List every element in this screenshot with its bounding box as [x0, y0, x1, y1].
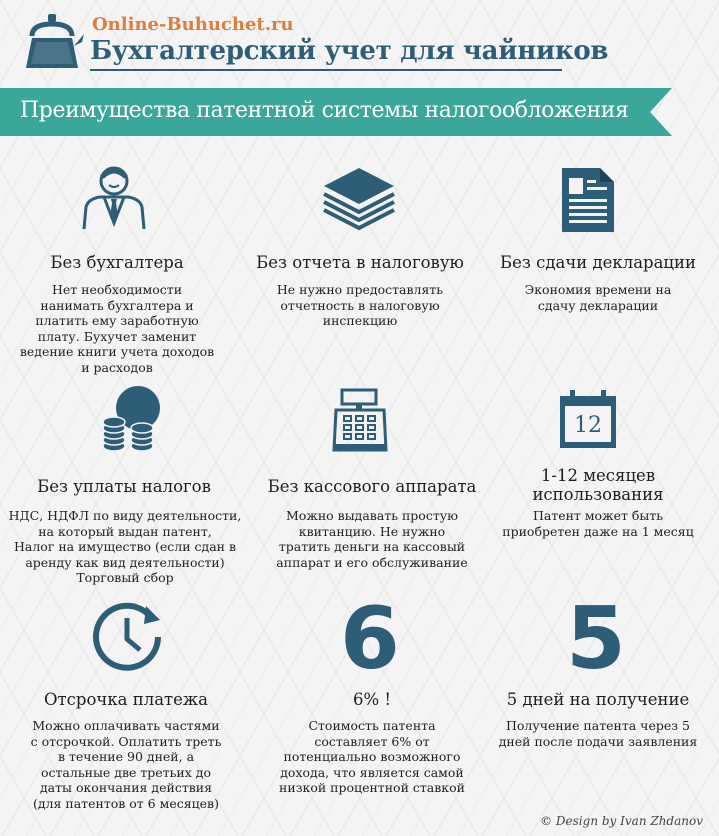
item-title-duration: 1-12 месяцев использования	[532, 466, 664, 504]
big-number-5: 5	[566, 589, 626, 689]
item-desc-no-report: Не нужно предоставлять отчетность в налоговую инспекцию	[276, 282, 444, 328]
cash-register-icon	[332, 388, 388, 454]
item-desc-five-days: Получение патента через 5 дней после подачи заявления	[498, 718, 698, 749]
item-desc-deferred-payment: Можно оплачивать частями с отсрочкой. Оплатить треть в течение 90 дней, а остальные две третьих до даты окончания действия (для патентов от 6 месяцев)	[30, 718, 222, 811]
item-desc-six-percent: Стоимость патента составляет 6% от потенциально возможного дохода, что является самой низкой процентной ставкой	[279, 718, 465, 795]
site-name[interactable]: Online-Buhuchet.ru	[92, 14, 294, 35]
item-title-no-cash-register: Без кассового аппарата	[267, 477, 477, 496]
title-banner	[0, 88, 672, 136]
accountant-icon	[80, 163, 148, 231]
item-title-deferred-payment: Отсрочка платежа	[44, 690, 208, 709]
stack-icon	[322, 166, 396, 232]
item-desc-no-cash-register: Можно выдавать простую квитанцию. Не нужно тратить деньги на кассовый аппарат и его обслуживание	[276, 508, 468, 570]
banner-title: Преимущества патентной системы налогообложения	[20, 98, 629, 123]
calendar-day-number: 12	[574, 413, 602, 438]
item-title-no-taxes: Без уплаты налогов	[37, 477, 211, 496]
item-title-no-accountant: Без бухгалтера	[50, 253, 184, 272]
design-credit: © Design by Ivan Zhdanov	[540, 814, 703, 828]
clock-icon	[92, 602, 162, 672]
item-title-five-days: 5 дней на получение	[506, 690, 690, 709]
coins-icon	[98, 384, 164, 454]
subtitle-underline	[90, 69, 562, 71]
item-title-six-percent: 6% !	[352, 690, 392, 709]
kettle-icon	[18, 10, 86, 72]
site-subtitle: Бухгалтерский учет для чайников	[90, 36, 609, 66]
item-title-no-declaration: Без сдачи декларации	[499, 253, 697, 272]
item-title-no-report: Без отчета в налоговую	[256, 253, 464, 272]
item-desc-no-accountant: Нет необходимости нанимать бухгалтера и платить ему заработную плату. Бухучет заменит ведение книги учета доходов и расходов	[19, 282, 215, 375]
header	[0, 0, 719, 80]
item-desc-no-declaration: Экономия времени на сдачу декларации	[524, 282, 672, 313]
item-desc-no-taxes: НДС, НДФЛ по виду деятельности, на который выдан патент, Налог на имущество (если сдан в аренду как вид деятельности) Торговый сбор	[8, 508, 242, 585]
big-number-6: 6	[340, 589, 400, 689]
document-icon	[560, 166, 616, 234]
item-desc-duration: Патент может быть приобретен даже на 1 месяц	[502, 508, 694, 539]
calendar-icon	[558, 388, 618, 450]
